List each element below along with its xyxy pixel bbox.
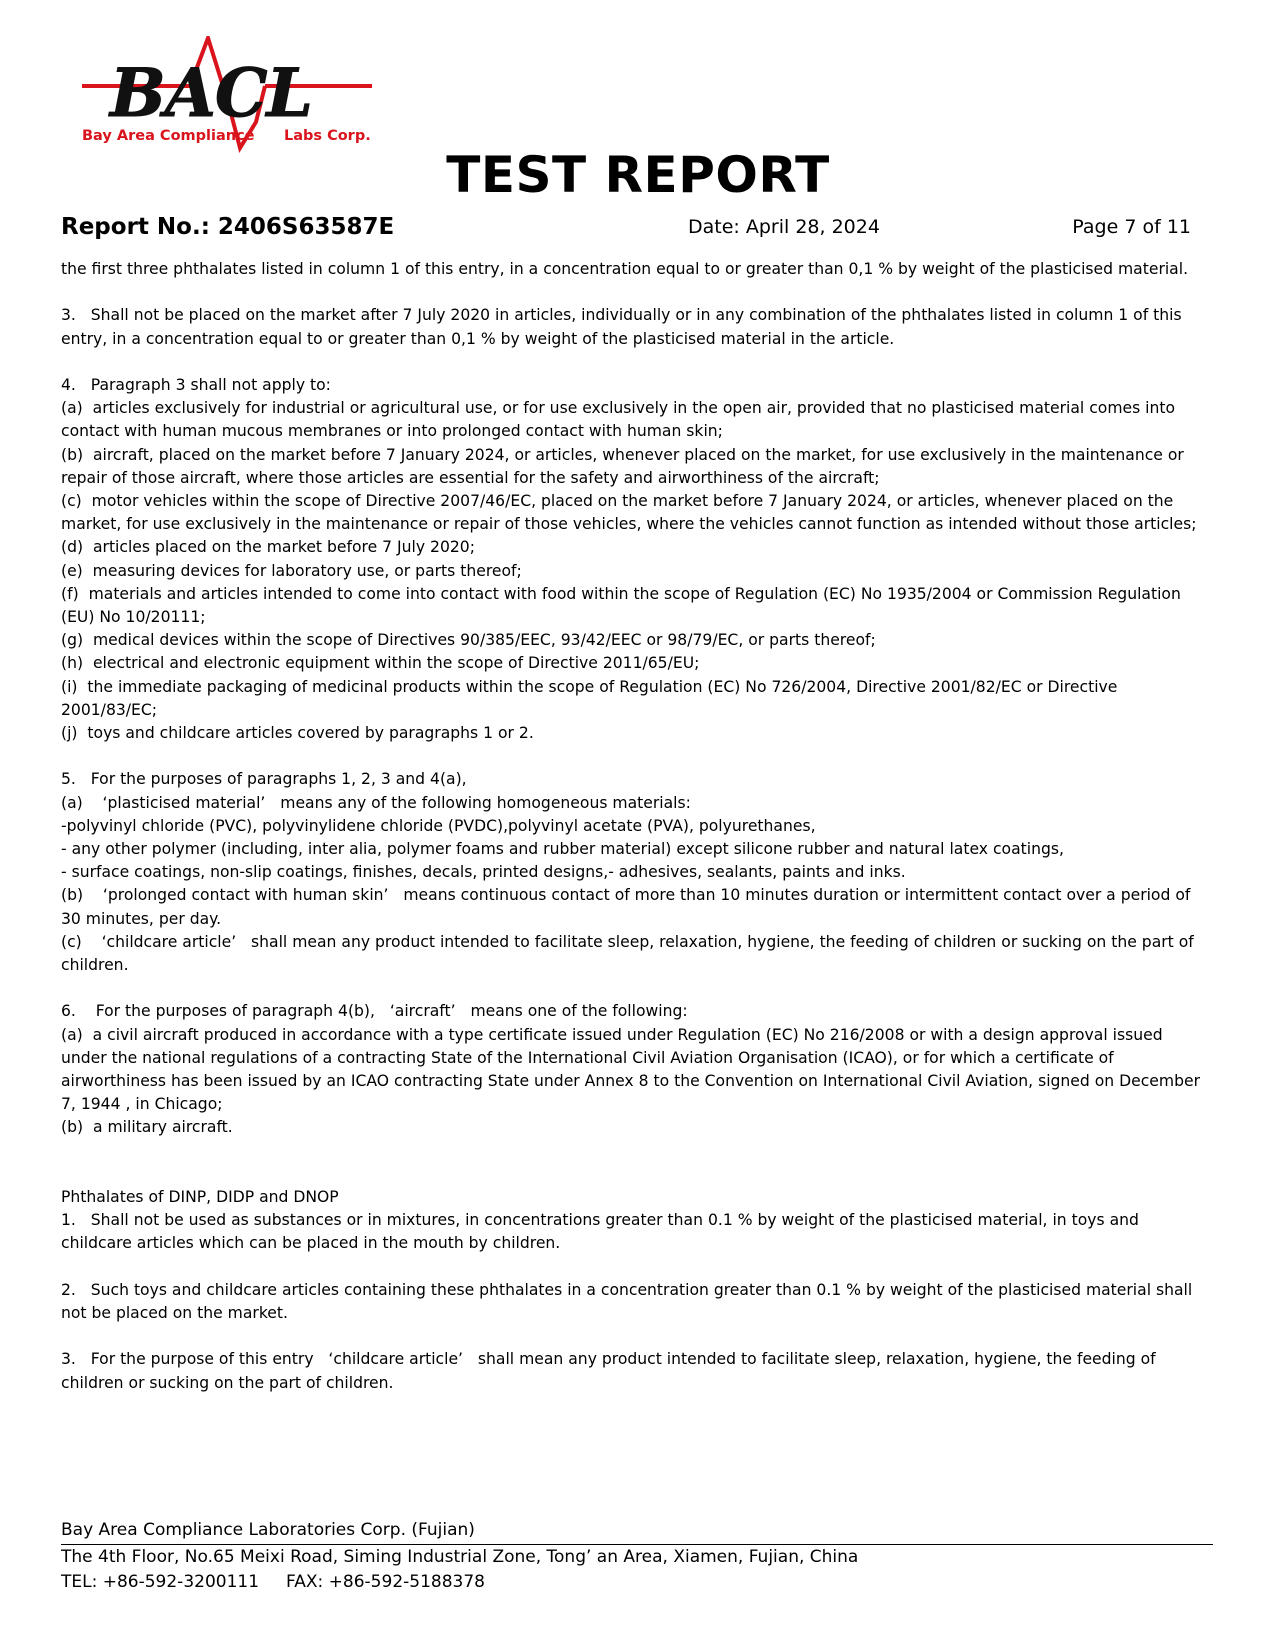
list-item: 3. For the purpose of this entry ‘childcare article’ shall mean any product intended to facilitate sleep, relaxation, hygiene, the feeding of children or sucking on the part of children. bbox=[61, 1350, 1161, 1392]
list-item: 1. Shall not be used as substances or in mixtures, in concentrations greater than 0.1 % by weight of the plasticised material, in toys and childcare articles which can be placed in the mouth by children. bbox=[61, 1211, 1144, 1253]
list-item: (d) articles placed on the market before 7 July 2020; bbox=[61, 538, 475, 557]
page-number: Page 7 of 11 bbox=[1072, 216, 1191, 238]
list-item: (f) materials and articles intended to come into contact with food within the scope of Regulation (EC) No 1935/2004 or Commission Regulation (EU) No 10/20111; bbox=[61, 584, 1186, 627]
list-item: (b) aircraft, placed on the market before 7 January 2024, or articles, whenever placed on the market, for use exclusively in the maintenance or repair of those aircraft, where those articles are essential for the safety and airworthiness of the aircraft; bbox=[61, 445, 1189, 487]
report-title: TEST REPORT bbox=[446, 146, 830, 204]
list-item: (e) measuring devices for laboratory use, or parts thereof; bbox=[61, 561, 522, 580]
list-item: - surface coatings, non-slip coatings, finishes, decals, printed designs,- adhesives, sealants, paints and inks. bbox=[61, 863, 906, 882]
list-item: (c) motor vehicles within the scope of Directive 2007/46/EC, placed on the market before 7 January 2024, or articles, whenever placed on the market, for use exclusively in the maintenance or repair of those vehicles, where the vehicles cannot function as intended without those articles; bbox=[61, 492, 1197, 534]
report-number: Report No.: 2406S63587E bbox=[61, 214, 395, 240]
paragraph: 3. Shall not be placed on the market after 7 July 2020 in articles, individually or in any combination of the phthalates listed in column 1 of this entry, in a concentration equal to or greater than 0,1 % by weight of the plasticised material in the article. bbox=[61, 306, 1187, 348]
report-body bbox=[61, 258, 1211, 1395]
section-6-intro: 6. For the purposes of paragraph 4(b), ‘aircraft’ means one of the following: bbox=[61, 1002, 688, 1021]
dinp-heading: Phthalates of DINP, DIDP and DNOP bbox=[61, 1188, 339, 1207]
section-4-intro: 4. Paragraph 3 shall not apply to: bbox=[61, 375, 331, 394]
footer-contact: TEL: +86-592-3200111 FAX: +86-592-5188378 bbox=[61, 1572, 485, 1592]
list-item: 2. Such toys and childcare articles containing these phthalates in a concentration greater than 0.1 % by weight of the plasticised material shall not be placed on the market. bbox=[61, 1280, 1198, 1323]
list-item: (b) ‘prolonged contact with human skin’ means continuous contact of more than 10 minutes duration or intermittent contact over a period of 30 minutes, per day. bbox=[61, 886, 1196, 928]
list-item: (b) a military aircraft. bbox=[61, 1118, 233, 1137]
page-footer bbox=[61, 1518, 1211, 1595]
list-item: (i) the immediate packaging of medicinal products within the scope of Regulation (EC) No 726/2004, Directive 2001/82/EC or Directive 2001/83/EC; bbox=[61, 677, 1123, 719]
logo-left-text: Bay Area Compliance bbox=[82, 128, 255, 144]
section-5-intro: 5. For the purposes of paragraphs 1, 2, 3 and 4(a), bbox=[61, 770, 467, 789]
list-item: (a) ‘plasticised material’ means any of the following homogeneous materials: bbox=[61, 793, 691, 812]
logo-right-text: Labs Corp. bbox=[284, 128, 371, 144]
list-item: - any other polymer (including, inter alia, polymer foams and rubber material) except silicone rubber and natural latex coatings, bbox=[61, 840, 1064, 859]
footer-divider bbox=[61, 1544, 1213, 1545]
list-item: (a) a civil aircraft produced in accordance with a type certificate issued under Regulation (EC) No 216/2008 or with a design approval issued under the national regulations of a contracting State of the International Civil Aviation Organisation (ICAO), or for which a certificate of airworthiness has been issued by an ICAO contracting State under Annex 8 to the Convention on International Civil Aviation, signed on December 7, 1944 , in Chicago; bbox=[61, 1025, 1205, 1114]
list-item: (h) electrical and electronic equipment within the scope of Directive 2011/65/EU; bbox=[61, 654, 700, 673]
list-item: (a) articles exclusively for industrial or agricultural use, or for use exclusively in the open air, provided that no plasticised material comes into contact with human mucous membranes or into prolonged contact with human skin; bbox=[61, 399, 1181, 441]
report-meta bbox=[61, 214, 1191, 248]
footer-address: The 4th Floor, No.65 Meixi Road, Siming Industrial Zone, Tong’ an Area, Xiamen, Fujian, China bbox=[61, 1547, 859, 1567]
list-item: (c) ‘childcare article’ shall mean any product intended to facilitate sleep, relaxation, hygiene, the feeding of children or sucking on the part of children. bbox=[61, 932, 1199, 975]
footer-company: Bay Area Compliance Laboratories Corp. (Fujian) bbox=[61, 1520, 475, 1540]
logo-wordmark: BACL bbox=[110, 54, 312, 132]
list-item: (g) medical devices within the scope of Directives 90/385/EEC, 93/42/EEC or 98/79/EC, or parts thereof; bbox=[61, 631, 876, 650]
list-item: -polyvinyl chloride (PVC), polyvinylidene chloride (PVDC),polyvinyl acetate (PVA), polyurethanes, bbox=[61, 816, 816, 835]
list-item: (j) toys and childcare articles covered by paragraphs 1 or 2. bbox=[61, 724, 534, 743]
paragraph: the first three phthalates listed in column 1 of this entry, in a concentration equal to or greater than 0,1 % by weight of the plasticised material. bbox=[61, 260, 1189, 278]
report-date: Date: April 28, 2024 bbox=[688, 216, 880, 238]
